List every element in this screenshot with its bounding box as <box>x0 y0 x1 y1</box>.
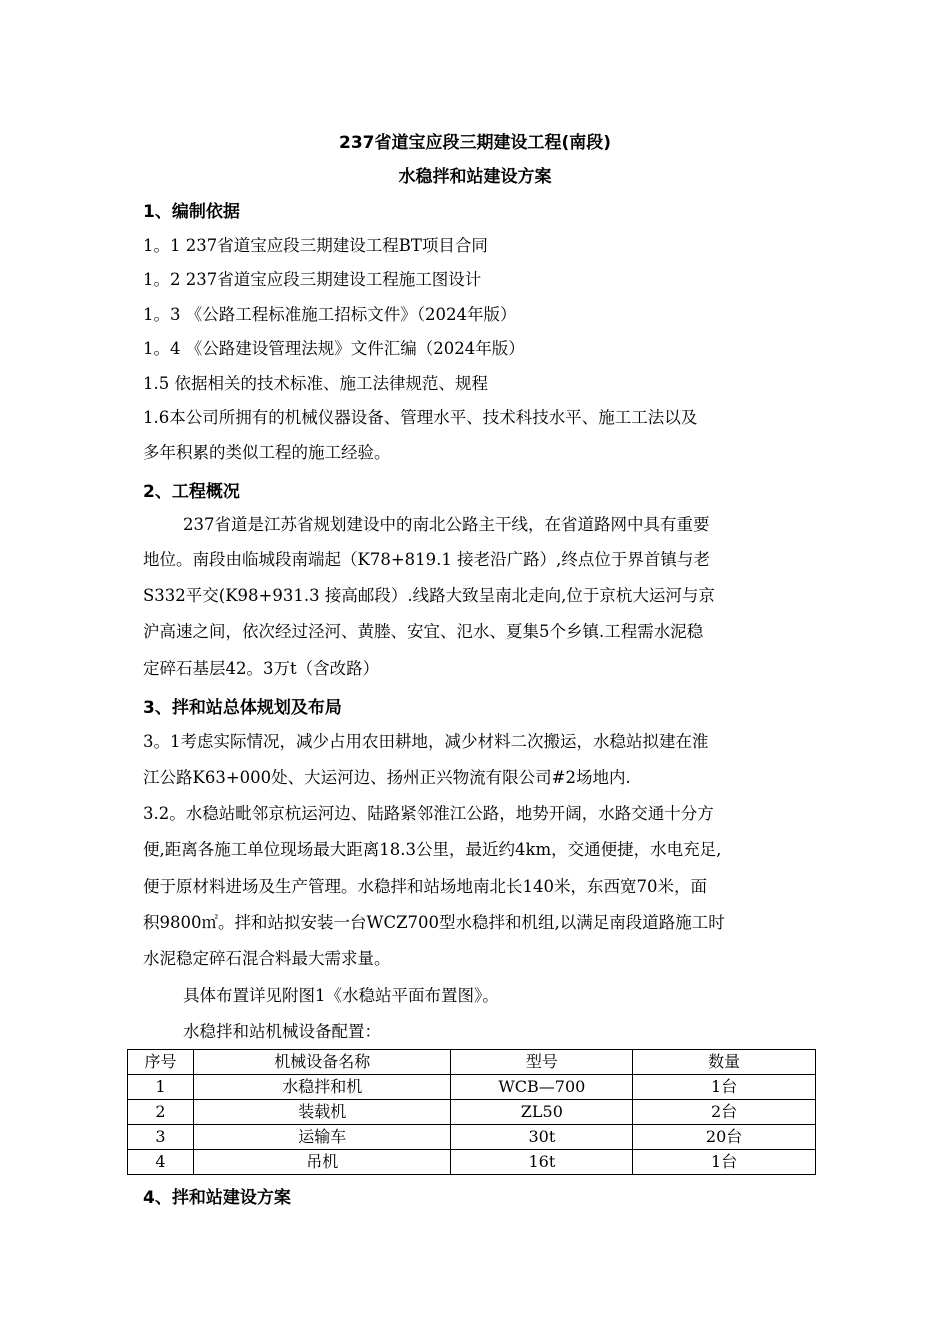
overview-line: 沪高速之间，依次经过泾河、黄塍、安宜、氾水、夏集5个乡镇.工程需水泥稳 <box>143 622 704 641</box>
table-cell: 4 <box>128 1150 194 1175</box>
table-row <box>128 1150 816 1175</box>
section-heading-1: 1、编制依据 <box>143 202 240 222</box>
basis-item: 1。3 《公路工程标准施工招标文件》（2024年版） <box>143 305 517 324</box>
section-heading-3: 3、拌和站总体规划及布局 <box>143 698 342 718</box>
equipment-table <box>127 1049 816 1175</box>
layout-line: 水泥稳定碎石混合料最大需求量。 <box>143 949 391 968</box>
table-row <box>128 1075 816 1100</box>
table-header-cell: 机械设备名称 <box>193 1050 451 1075</box>
basis-item: 1.5 依据相关的技术标准、施工法律规范、规程 <box>143 374 488 393</box>
layout-line: 3.2。水稳站毗邻京杭运河边、陆路紧邻淮江公路，地势开阔，水路交通十分方 <box>143 804 714 823</box>
table-header-cell: 型号 <box>451 1050 633 1075</box>
table-header-cell: 序号 <box>128 1050 194 1075</box>
table-cell: 16t <box>451 1150 633 1175</box>
table-cell: ZL50 <box>451 1100 633 1125</box>
table-row <box>128 1100 816 1125</box>
table-cell: 装载机 <box>193 1100 451 1125</box>
table-cell: 运输车 <box>193 1125 451 1150</box>
layout-line: 便,距离各施工单位现场最大距离18.3公里，最近约4km，交通便捷，水电充足, <box>143 840 722 859</box>
layout-line: 水稳拌和站机械设备配置： <box>183 1022 381 1041</box>
table-row <box>128 1125 816 1150</box>
overview-line: S332平交(K98+931.3 接高邮段）.线路大致呈南北走向,位于京杭大运河与京 <box>143 586 715 605</box>
table-cell: 30t <box>451 1125 633 1150</box>
layout-line: 积9800㎡。拌和站拟安装一台WCZ700型水稳拌和机组,以满足南段道路施工时 <box>143 913 725 932</box>
table-cell: 吊机 <box>193 1150 451 1175</box>
basis-item: 1。4 《公路建设管理法规》文件汇编（2024年版） <box>143 339 525 358</box>
table-cell: 1台 <box>633 1075 816 1100</box>
table-cell: 20台 <box>633 1125 816 1150</box>
overview-line: 237省道是江苏省规划建设中的南北公路主干线，在省道路网中具有重要 <box>183 515 710 534</box>
section-heading-2: 2、工程概况 <box>143 482 240 502</box>
layout-line: 3。1考虑实际情况，减少占用农田耕地，减少材料二次搬运，水稳站拟建在淮 <box>143 732 709 751</box>
table-cell: 2台 <box>633 1100 816 1125</box>
basis-item: 1。1 237省道宝应段三期建设工程BT项目合同 <box>143 236 488 255</box>
overview-line: 地位。南段由临城段南端起（K78+819.1 接老沿广路）,终点位于界首镇与老 <box>143 550 710 569</box>
table-cell: 2 <box>128 1100 194 1125</box>
table-cell: 水稳拌和机 <box>193 1075 451 1100</box>
layout-line: 具体布置详见附图1《水稳站平面布置图》。 <box>183 986 499 1005</box>
overview-line: 定碎石基层42。3万t（含改路） <box>143 659 380 678</box>
table-cell: 3 <box>128 1125 194 1150</box>
table-header-row <box>128 1050 816 1075</box>
table-header-cell: 数量 <box>633 1050 816 1075</box>
basis-item: 1.6本公司所拥有的机械仪器设备、管理水平、技术科技水平、施工工法以及 <box>143 408 698 427</box>
document-title: 237省道宝应段三期建设工程(南段) <box>338 133 612 153</box>
basis-item: 1。2 237省道宝应段三期建设工程施工图设计 <box>143 270 482 289</box>
layout-line: 江公路K63+000处、大运河边、扬州正兴物流有限公司#2场地内. <box>143 768 631 787</box>
table-cell: WCB—700 <box>451 1075 633 1100</box>
basis-item: 多年积累的类似工程的施工经验。 <box>143 443 391 462</box>
section-heading-4: 4、拌和站建设方案 <box>143 1188 291 1208</box>
layout-line: 便于原材料进场及生产管理。水稳拌和站场地南北长140米，东西宽70米，面 <box>143 877 707 896</box>
table-cell: 1台 <box>633 1150 816 1175</box>
table-cell: 1 <box>128 1075 194 1100</box>
document-subtitle: 水稳拌和站建设方案 <box>398 167 552 187</box>
